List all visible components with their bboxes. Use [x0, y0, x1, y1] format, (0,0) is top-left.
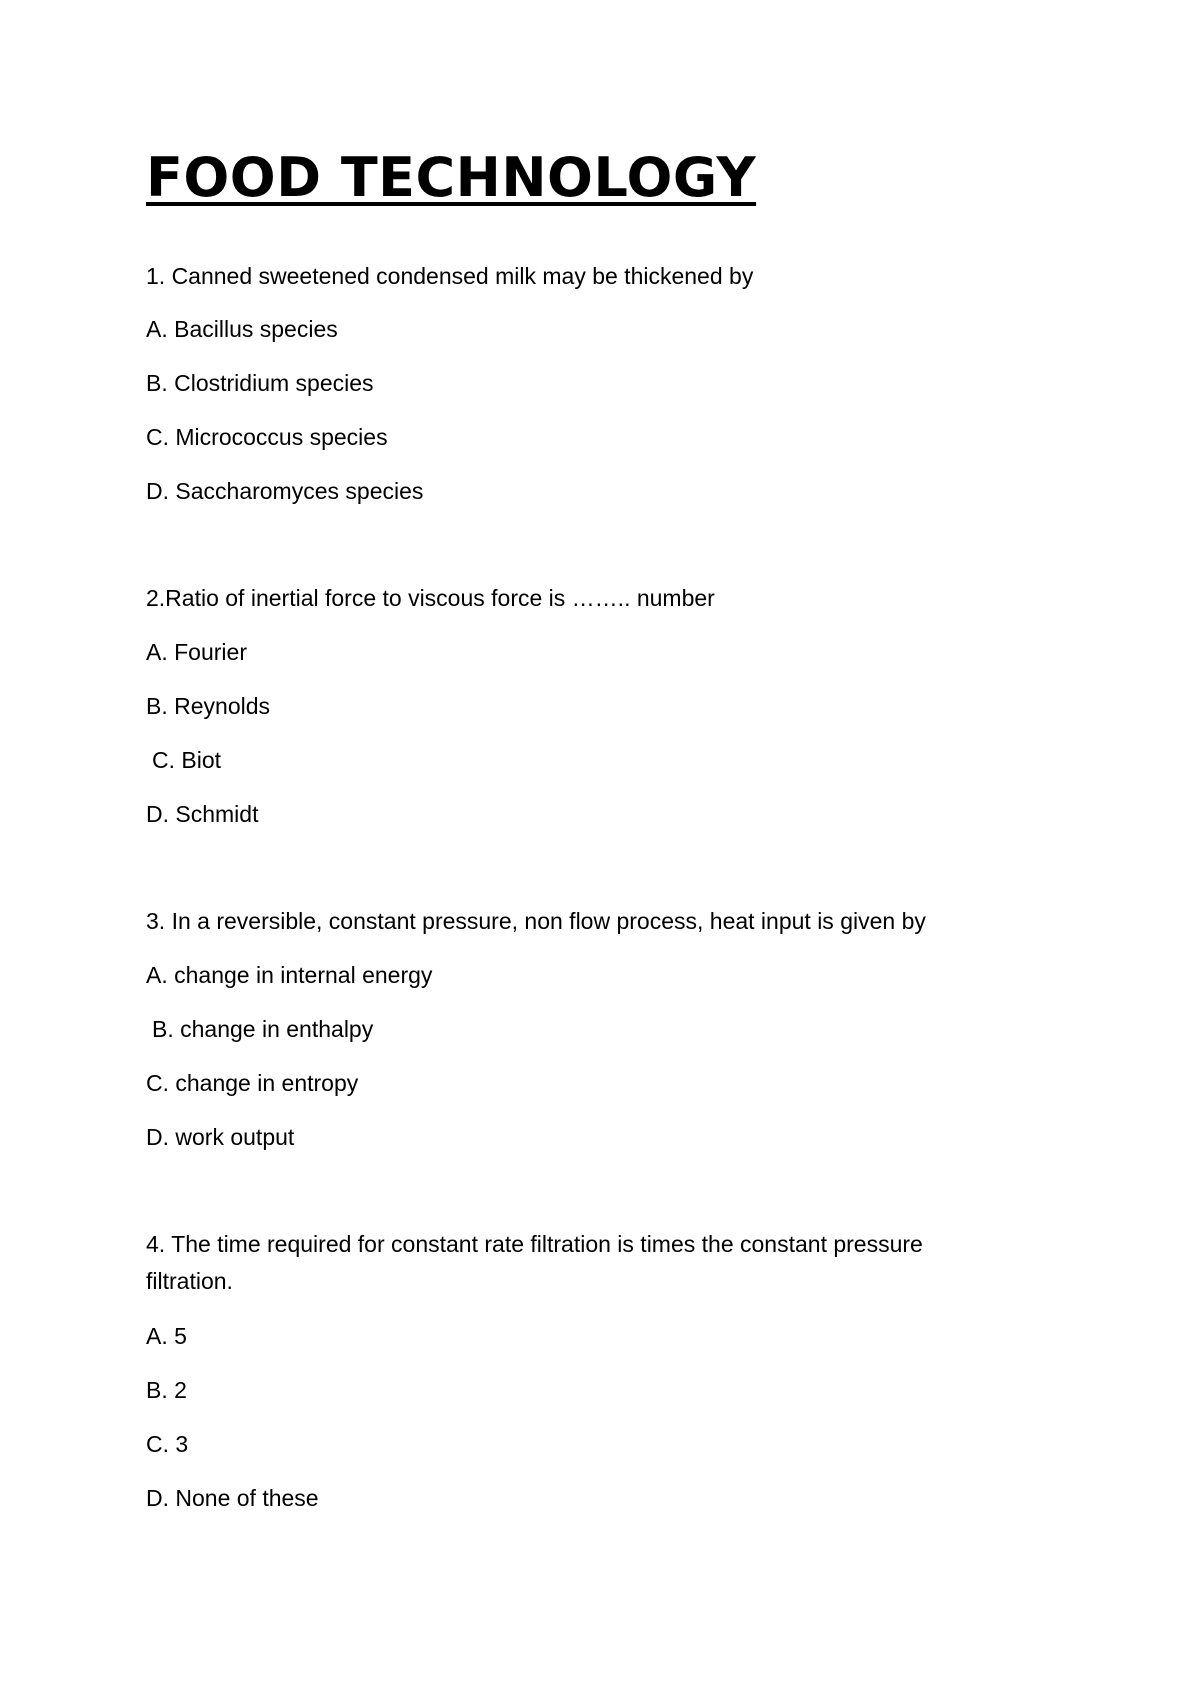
question-4-option-c: C. 3 — [146, 1431, 189, 1457]
question-3-option-d: D. work output — [146, 1124, 295, 1150]
question-1-text: 1. Canned sweetened condensed milk may be thickened by — [146, 263, 754, 289]
question-4-option-d: D. None of these — [146, 1485, 319, 1511]
question-2-option-c: C. Biot — [152, 747, 222, 773]
question-4-text: 4. The time required for constant rate filtration is times the constant pressure — [146, 1231, 923, 1257]
question-1-option-a: A. Bacillus species — [146, 316, 338, 342]
question-4-text-continued: filtration. — [146, 1268, 233, 1294]
question-4-option-b: B. 2 — [146, 1377, 187, 1403]
question-2-option-b: B. Reynolds — [146, 693, 271, 719]
page-title: FOOD TECHNOLOGY — [146, 146, 757, 209]
question-3-option-b: B. change in enthalpy — [152, 1016, 374, 1042]
question-2-text: 2.Ratio of inertial force to viscous force is …….. number — [146, 585, 715, 611]
question-1-option-d: D. Saccharomyces species — [146, 478, 424, 504]
question-2-option-d: D. Schmidt — [146, 801, 259, 827]
question-2-option-a: A. Fourier — [146, 639, 247, 665]
question-1-option-c: C. Micrococcus species — [146, 424, 388, 450]
question-3-text: 3. In a reversible, constant pressure, non flow process, heat input is given by — [146, 908, 926, 934]
question-4-option-a: A. 5 — [146, 1323, 187, 1349]
question-3-option-a: A. change in internal energy — [146, 962, 433, 988]
question-1-option-b: B. Clostridium species — [146, 370, 374, 396]
question-3-option-c: C. change in entropy — [146, 1070, 359, 1096]
